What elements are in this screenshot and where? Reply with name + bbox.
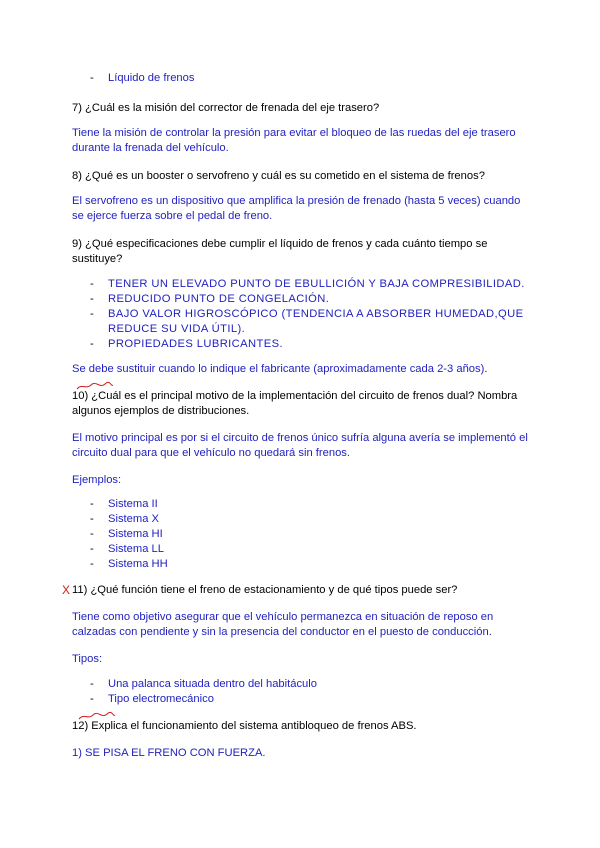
list-item: - Sistema X xyxy=(90,513,159,525)
answer-9: Se debe sustituir cuando lo indique el fabricante (aproximadamente cada 2-3 años). xyxy=(72,363,488,375)
list-item: - BAJO VALOR HIGROSCÓPICO (TENDENCIA A ABSORBER HUMEDAD,QUE REDUCE SU VIDA ÚTIL). xyxy=(90,308,524,335)
question-12: 12) Explica el funcionamiento del sistema antibloqueo de frenos ABS. xyxy=(72,720,417,732)
top-list xyxy=(72,71,532,86)
answer-11: Tiene como objetivo asegurar que el vehículo permanezca en situación de reposo en calzadas con pendiente y sin la presencia del conductor en el puesto de conducción. xyxy=(72,611,494,638)
types-list xyxy=(72,677,532,707)
answer-7: Tiene la misión de controlar la presión para evitar el bloqueo de las ruedas del eje trasero durante la frenada del vehículo. xyxy=(72,127,516,154)
answer-10: El motivo principal es por si el circuito de frenos único sufría alguna avería se implementó el circuito dual para que el vehículo no quedará sin frenos. xyxy=(72,432,528,459)
specs-list xyxy=(72,277,532,352)
list-item: - Tipo electromecánico xyxy=(90,693,214,705)
examples-label: Ejemplos: xyxy=(72,474,122,486)
list-item: - Líquido de frenos xyxy=(90,72,195,84)
list-item: - Sistema HH xyxy=(90,558,168,570)
question-11: 11) ¿Qué función tiene el freno de estacionamiento y de qué tipos puede ser? xyxy=(72,584,458,596)
list-item: - Sistema LL xyxy=(90,543,164,555)
question-7: 7) ¿Cuál es la misión del corrector de frenada del eje trasero? xyxy=(72,102,380,114)
answer-8: El servofreno es un dispositivo que amplifica la presión de frenado (hasta 5 veces) cuando se ejerce fuerza sobre el pedal de freno. xyxy=(72,195,521,222)
list-item: - Una palanca situada dentro del habitáculo xyxy=(90,678,317,690)
list-item: - Sistema HI xyxy=(90,528,163,540)
list-item: - TENER UN ELEVADO PUNTO DE EBULLICIÓN Y BAJA COMPRESIBILIDAD. xyxy=(90,278,525,290)
question-9: 9) ¿Qué especificaciones debe cumplir el líquido de frenos y cada cuánto tiempo se sustituye? xyxy=(72,238,488,265)
list-item: - REDUCIDO PUNTO DE CONGELACIÓN. xyxy=(90,293,330,305)
question-10: 10) ¿Cuál es el principal motivo de la implementación del circuito de frenos dual? Nombra algunos ejemplos de distribuciones. xyxy=(72,390,518,417)
list-item: - Sistema II xyxy=(90,498,158,510)
question-8: 8) ¿Qué es un booster o servofreno y cuál es su cometido en el sistema de frenos? xyxy=(72,170,485,182)
list-item: - PROPIEDADES LUBRICANTES. xyxy=(90,338,283,350)
cross-mark-icon: X xyxy=(62,583,71,597)
answer-12: 1) SE PISA EL FRENO CON FUERZA. xyxy=(72,747,266,759)
examples-list xyxy=(72,497,532,572)
types-label: Tipos: xyxy=(72,653,103,665)
